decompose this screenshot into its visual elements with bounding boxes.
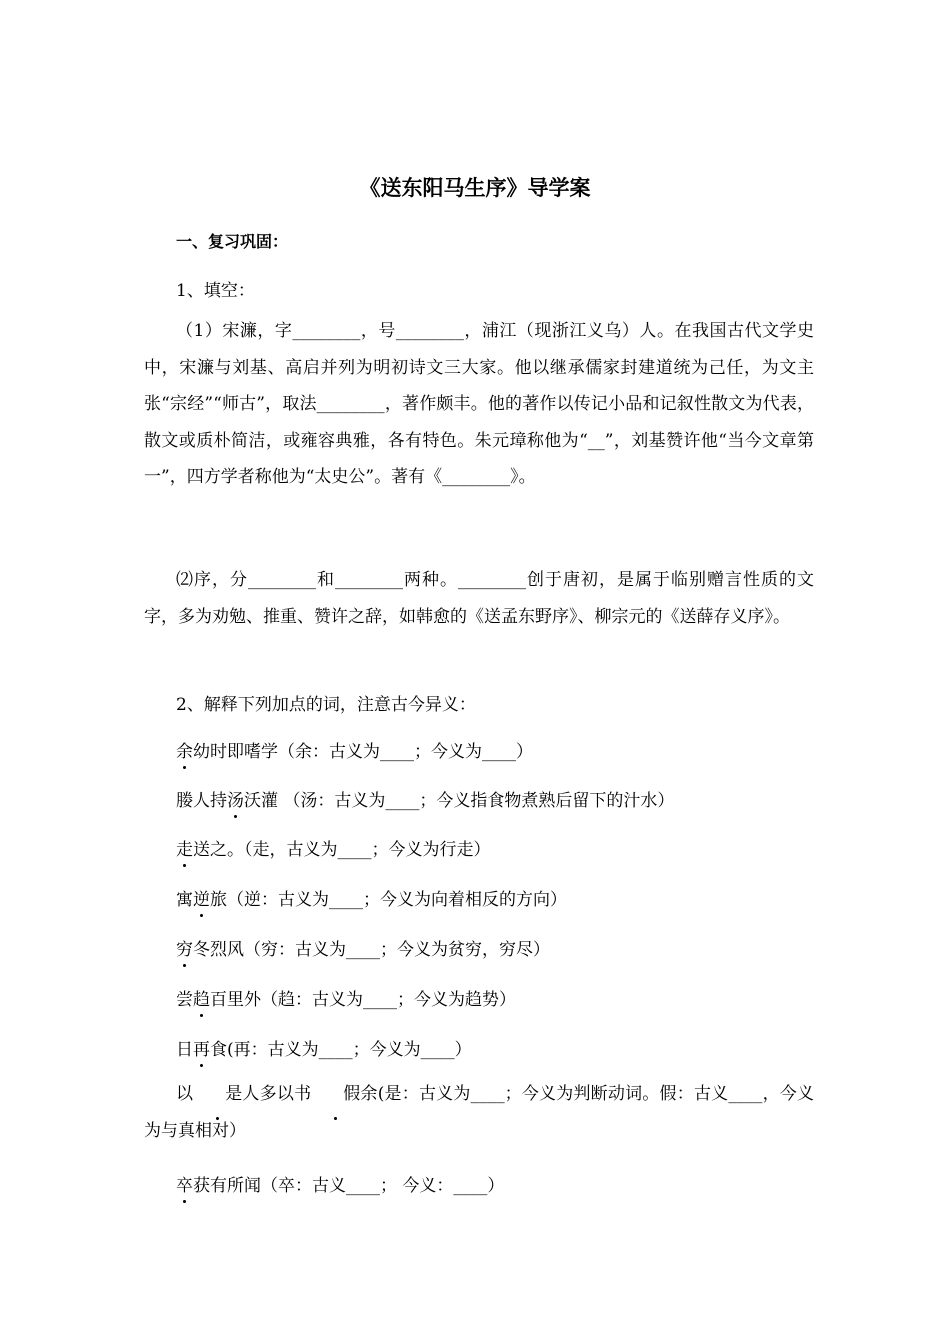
question-2-label: 2、解释下列加点的词，注意古今异义： xyxy=(176,695,476,715)
vocab-item: 日再食(再：古义为____；今义为____） xyxy=(176,1035,472,1060)
dotted-char: 卒 xyxy=(176,1171,193,1196)
vocab-item: 余幼时即嗜学（余：古义为____；今义为____） xyxy=(176,737,533,762)
vocab-item: 尝趋百里外（趋：古义为____；今义为趋势） xyxy=(176,985,516,1010)
question-1-label: 1、填空： xyxy=(176,281,255,301)
dotted-char: 走 xyxy=(176,835,193,860)
vocab-item: 走送之。（走，古义为____；今义为行走） xyxy=(176,835,491,860)
vocab-item: 以 是人多以书 假余(是：古义为____；今义为判断动词。假：古义____，今义为与真相对） xyxy=(144,1076,814,1149)
document-title: 《送东阳马生序》导学案 xyxy=(359,176,591,200)
dotted-char: 穷 xyxy=(176,935,193,960)
question-1-paragraph-1: （1）宋濂，字________，号________，浦江（现浙江义乌）人。在我国古代文学史中，宋濂与刘基、高启并列为明初诗文三大家。他以继承儒家封建道统为己任，为文主张“宗经”“师古”，取法________，著作颇丰。他的著作以传记小品和记叙性散文为代表，散文或质朴简洁，或雍容典雅，各有特色。朱元璋称他为“__”，刘基赞许他“当今文章第一”，四方学者称他为“太史公”。著有《________》。 xyxy=(144,321,814,487)
question-1-paragraph-2: ⑵序，分________和________两种。________创于唐初，是属于临别赠言性质的文字，多为劝勉、推重、赞许之辞，如韩愈的《送孟东野序》、柳宗元的《送薛存义序》。 xyxy=(144,570,814,627)
dotted-char: 再 xyxy=(193,1035,210,1060)
dotted-char: 趋 xyxy=(193,985,210,1010)
dotted-char: 汤 xyxy=(227,786,244,811)
dotted-char: 余 xyxy=(176,737,193,762)
vocab-item: 寓逆旅（逆：古义为____；今义为向着相反的方向） xyxy=(176,885,567,910)
vocab-item: 穷冬烈风（穷：古义为____；今义为贫穷，穷尽） xyxy=(176,935,550,960)
section-heading-review: 一、复习巩固： xyxy=(176,232,289,251)
dotted-char: 假 xyxy=(311,1076,360,1113)
vocab-item: 卒获有所闻（卒：古义____； 今义：____） xyxy=(176,1171,504,1196)
dotted-char: 逆 xyxy=(193,885,210,910)
dotted-char: 是 xyxy=(193,1076,242,1113)
vocab-item: 媵人持汤沃灌 （汤：古义为____；今义指食物煮熟后留下的汁水） xyxy=(176,786,674,811)
